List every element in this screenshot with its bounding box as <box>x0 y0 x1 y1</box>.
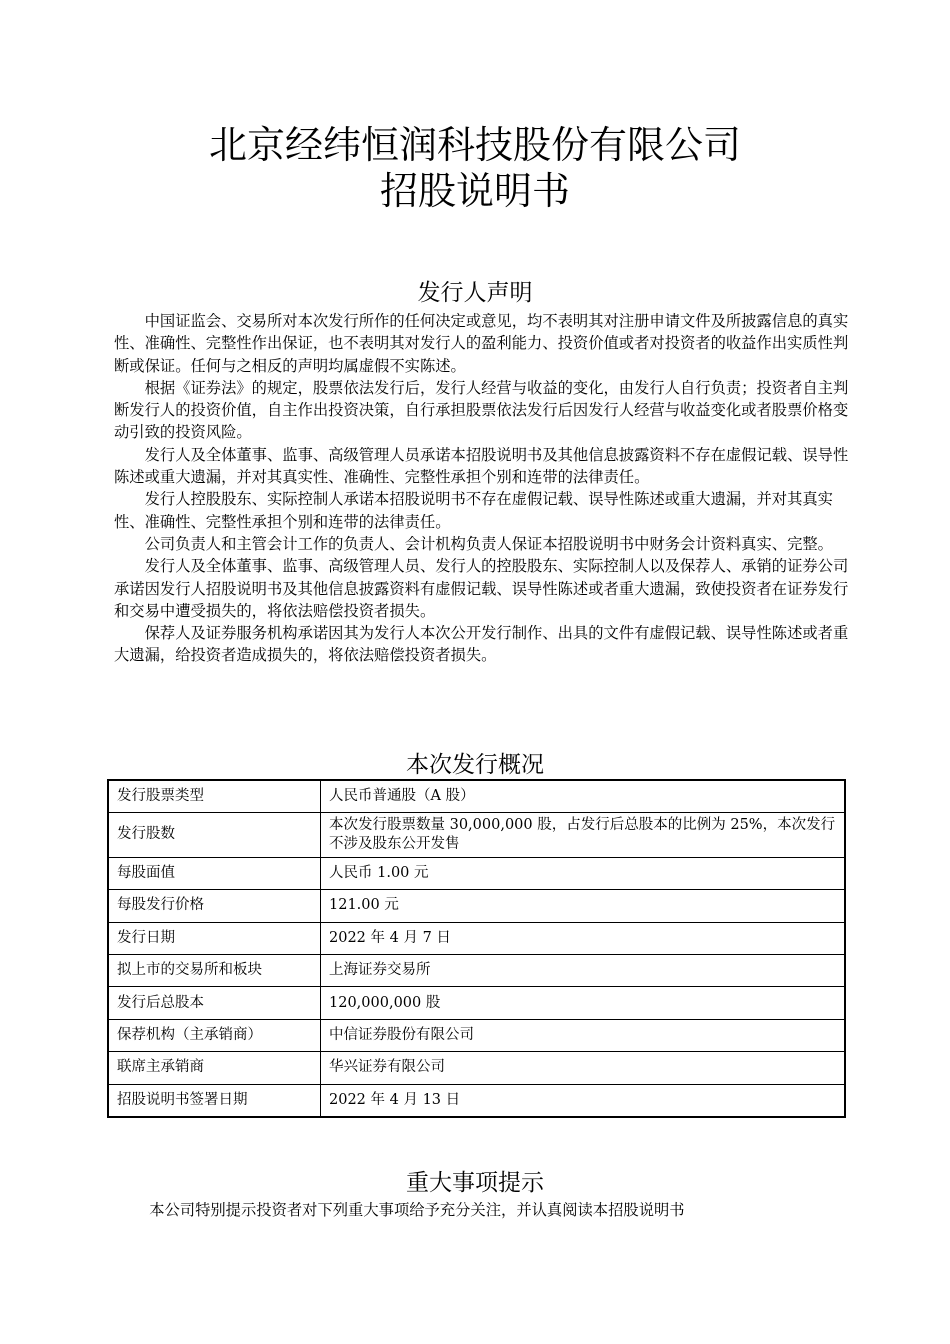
row-value: 本次发行股票数量 30,000,000 股，占发行后总股本的比例为 25%，本次发行不涉及股东公开发售 <box>321 812 846 857</box>
declaration-paragraph: 公司负责人和主管会计工作的负责人、会计机构负责人保证本招股说明书中财务会计资料真实、完整。 <box>144 534 833 553</box>
table-row <box>108 890 845 922</box>
table-row <box>108 922 845 954</box>
table-row <box>108 857 845 889</box>
row-label: 保荐机构（主承销商） <box>108 1019 321 1051</box>
company-title: 北京经纬恒润科技股份有限公司 <box>208 123 741 167</box>
row-value: 120,000,000 股 <box>321 987 846 1019</box>
table-row <box>108 1052 845 1084</box>
table-row <box>108 1084 845 1116</box>
row-label: 招股说明书签署日期 <box>108 1084 321 1116</box>
major-matters-body <box>114 1199 850 1221</box>
row-label: 联席主承销商 <box>108 1052 321 1084</box>
major-matters-heading: 重大事项提示 <box>406 1170 544 1196</box>
issuer-declaration-heading: 发行人声明 <box>417 280 533 306</box>
offering-overview-heading: 本次发行概况 <box>406 752 544 778</box>
row-value: 121.00 元 <box>321 890 846 922</box>
row-value: 2022 年 4 月 7 日 <box>321 922 846 954</box>
table-row <box>108 1019 845 1051</box>
row-value: 上海证券交易所 <box>321 955 846 987</box>
row-value: 中信证券股份有限公司 <box>321 1019 846 1051</box>
row-value: 人民币 1.00 元 <box>321 857 846 889</box>
row-value: 2022 年 4 月 13 日 <box>321 1084 846 1116</box>
row-label: 发行股票类型 <box>108 780 321 812</box>
table-row <box>108 955 845 987</box>
row-label: 每股面值 <box>108 857 321 889</box>
table-row <box>108 987 845 1019</box>
declaration-paragraph: 保荐人及证券服务机构承诺因其为发行人本次公开发行制作、出具的文件有虚假记载、误导性陈述或者重大遗漏，给投资者造成损失的，将依法赔偿投资者损失。 <box>114 624 849 665</box>
row-label: 发行日期 <box>108 922 321 954</box>
row-label: 每股发行价格 <box>108 890 321 922</box>
issuer-declaration-body <box>114 310 850 667</box>
declaration-paragraph: 中国证监会、交易所对本次发行所作的任何决定或意见，均不表明其对注册申请文件及所披露信息的真实性、准确性、完整性作出保证，也不表明其对发行人的盈利能力、投资价值或者对投资者的收益作出实质性判断或保证。任何与之相反的声明均属虚假不实陈述。 <box>114 312 849 375</box>
declaration-paragraph: 发行人及全体董事、监事、高级管理人员承诺本招股说明书及其他信息披露资料不存在虚假记载、误导性陈述或重大遗漏，并对其真实性、准确性、完整性承担个别和连带的法律责任。 <box>114 445 849 487</box>
row-value: 华兴证券有限公司 <box>321 1052 846 1084</box>
document-title: 招股说明书 <box>379 169 570 213</box>
table-row <box>108 780 845 812</box>
row-label: 发行股数 <box>108 812 321 857</box>
table-row <box>108 812 845 857</box>
declaration-paragraph: 发行人控股股东、实际控制人承诺本招股说明书不存在虚假记载、误导性陈述或重大遗漏，并对其真实性、准确性、完整性承担个别和连带的法律责任。 <box>114 490 833 531</box>
major-matters-intro: 本公司特别提示投资者对下列重大事项给予充分关注，并认真阅读本招股说明书 <box>149 1201 685 1219</box>
declaration-paragraph: 发行人及全体董事、监事、高级管理人员、发行人的控股股东、实际控制人以及保荐人、承销的证券公司承诺因发行人招股说明书及其他信息披露资料有虚假记载、误导性陈述或者重大遗漏，致使投资者在证券发行和交易中遭受损失的，将依法赔偿投资者损失。 <box>114 557 849 620</box>
declaration-paragraph: 根据《证券法》的规定，股票依法发行后，发行人经营与收益的变化，由发行人自行负责；投资者自主判断发行人的投资价值，自主作出投资决策，自行承担股票依法发行后因发行人经营与收益变化或者股票价格变动引致的投资风险。 <box>114 378 849 442</box>
offering-overview-table <box>107 779 846 1118</box>
row-label: 发行后总股本 <box>108 987 321 1019</box>
row-value: 人民币普通股（A 股） <box>321 780 846 812</box>
row-label: 拟上市的交易所和板块 <box>108 955 321 987</box>
